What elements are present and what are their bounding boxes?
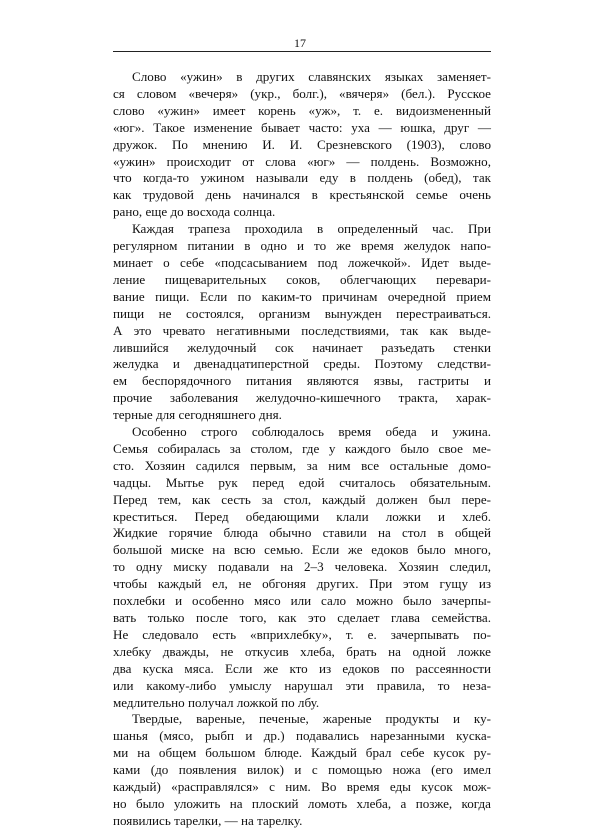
body-text (113, 69, 491, 830)
header-rule (113, 51, 491, 52)
text-line: минает о себе «подсасыванием под ложечкой». Идет выде- (113, 254, 491, 270)
text-line: ми на общем большом блюде. Каждый брал себе кусок ру- (113, 745, 491, 761)
text-line: дружок. По мнению И. И. Срезневского (1903), слово (113, 136, 491, 152)
text-line: шанья (мясо, рыбп и др.) подавались нарезанными куска- (113, 728, 491, 744)
text-line: вать только после того, как это сделает глава семейства. (113, 610, 491, 625)
text-line: то одну миску подавали на 2–3 человека. Хозяин следил, (113, 559, 491, 575)
page-number: 17 (294, 36, 306, 50)
text-line: сто. Хозяин садился первым, за ним все остальные домо- (113, 457, 491, 473)
text-line: Семья собиралась за столом, где у каждого было свое ме- (113, 440, 491, 456)
text-line: «ужин» происходит от слова «юг» — полдень. Возможно, (113, 153, 491, 169)
text-line: ем беспорядочного питания являются язвы, гастриты и (113, 373, 491, 389)
text-line: Перед тем, как сесть за стол, каждый должен был пере- (113, 491, 491, 507)
text-line: вание пищи. Если по каким-то причинам очередной прием (113, 288, 491, 304)
text-line: ся словом «вечеря» (укр., болг.), «вячеря» (бел.). Русское (113, 85, 491, 101)
text-line: прочие заболевания желудочно-кишечного тракта, харак- (113, 390, 491, 406)
text-line: похлебки и особенно мясо или сало можно было зачерпы- (113, 593, 491, 609)
text-line: А это чревато негативными последствиями, так как выде- (113, 322, 491, 338)
text-line: или какому-либо умыслу нарушал эти правила, то неза- (113, 677, 491, 693)
text-line: терные для сегодняшнего дня. (113, 407, 282, 423)
paragraph (113, 69, 491, 221)
text-line: лившийся желудочный сок начинает разъедать стенки (113, 339, 491, 355)
text-line: Каждая трапеза проходила в определенный час. При (132, 221, 491, 237)
text-line: Твердые, вареные, печеные, жареные продукты и ку- (132, 711, 491, 727)
text-line: хлебку дважды, не откусив хлеба, брать на одной ложке (113, 643, 491, 659)
paragraph (113, 221, 491, 424)
text-line: Слово «ужин» в других славянских языках заменяет- (132, 69, 491, 84)
text-line: Жидкие горячие блюда обычно ставили на стол в общей (113, 525, 491, 541)
text-line: ками (до появления вилок) и с помощью ножа (его имел (113, 762, 491, 778)
text-line: Не следовало есть «вприхлебку», т. е. зачерпывать по- (113, 626, 491, 642)
paragraph (113, 424, 491, 711)
text-line: ление пищеварительных соков, облегчающих перевари- (113, 271, 491, 287)
text-line: чадцы. Мытье рук перед едой считалось обязательным. (113, 474, 491, 490)
paragraph (113, 711, 491, 829)
text-line: желудка и двенадцатиперстной среды. Поэтому следстви- (113, 356, 491, 372)
text-line: пищи не состоялся, организм вынужден перестраиваться. (113, 305, 491, 321)
text-line: но было уложить на плоский ломоть хлеба, а позже, когда (113, 795, 491, 811)
text-line: большой миске на всю семью. Если же едоков было много, (113, 542, 491, 558)
text-line: Особенно строго соблюдалось время обеда и ужина. (132, 424, 491, 440)
text-line: «юг». Такое изменение бывает часто: уха — юшка, друг — (113, 119, 491, 135)
text-line: медлительно получал ложкой по лбу. (113, 694, 320, 710)
text-line: чтобы каждый ел, не обгоняя других. При этом гущу из (113, 576, 491, 592)
text-line: два куска мяса. Если же кто из едоков по рассеянности (113, 660, 491, 676)
text-line: как трудовой день начинался в крестьянской семье очень (113, 187, 491, 203)
text-line: рано, еще до восхода солнца. (113, 204, 276, 220)
text-line: слово «ужин» имеет корень «уж», т. е. видоизмененный (113, 102, 491, 118)
text-line: появились тарелки, — на тарелку. (113, 812, 303, 828)
text-line: что когда-то ужином называли еду в полдень (обед), так (113, 170, 491, 186)
text-line: регулярном питании в одно и то же время желудок напо- (113, 238, 491, 254)
text-line: каждый) «расправлялся» с ним. Во время еды кусок мож- (113, 779, 491, 795)
text-line: креститься. Перед обедающими клали ложки и хлеб. (113, 508, 491, 524)
